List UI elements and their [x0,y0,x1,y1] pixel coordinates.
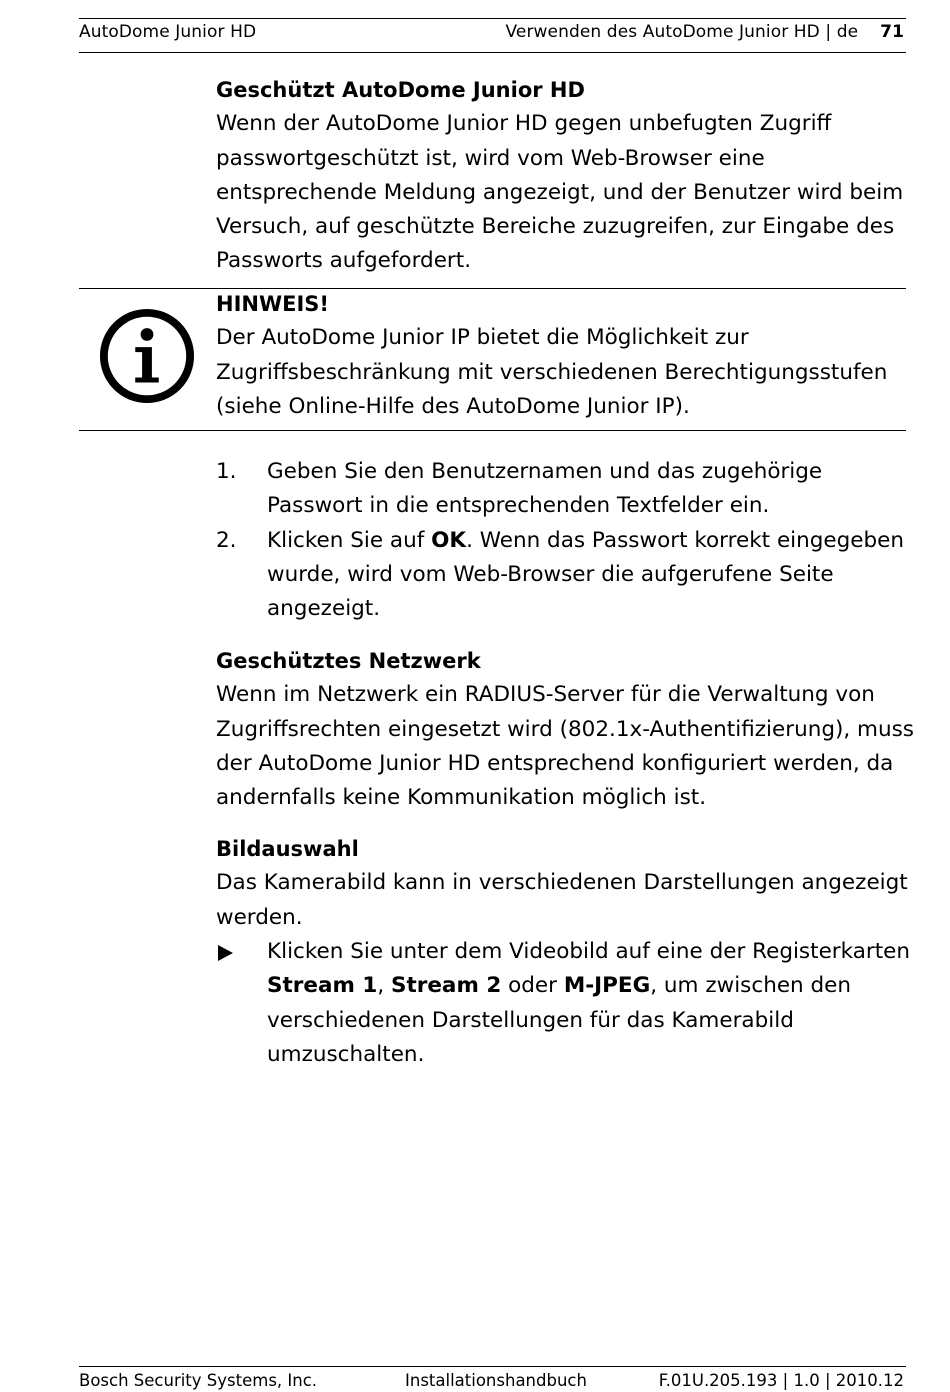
section-image [216,832,916,935]
section-network [216,644,916,815]
section-image-title: Bildauswahl [216,837,359,861]
notice-bottom-rule [79,430,906,431]
stream2-keyword: Stream 2 [390,973,502,999]
step-number: 1. [216,459,237,484]
page-number: 71 [880,22,904,42]
section-network-title: Geschütztes Netzwerk [216,649,481,673]
section-image-body: Das Kamerabild kann in verschiedenen Darstellungen angezeigt werden. [216,870,908,930]
step-number: 2. [216,527,237,553]
header-chapter [505,21,904,43]
header-bottom-rule [79,52,906,53]
footer-rule [79,1366,906,1367]
action-text-part: Klicken Sie unter dem Videobild auf eine der Registerkarten [267,939,911,964]
stream1-keyword: Stream 1 [267,973,378,999]
section-network-body: Wenn im Netzwerk ein RADIUS-Server für die Verwaltung von Zugriffsrechten eingesetzt wird (802.1x-Authentifizierung), muss der AutoDome Junior HD entsprechend konfiguriert werden, da andernfalls keine Kommunikation möglich ist. [216,682,914,811]
section-protected-title: Geschützt AutoDome Junior HD [216,78,585,102]
header-top-rule [79,18,906,19]
list-item [216,935,916,1072]
action-text-part: oder [501,973,564,999]
header-chapter-title: Verwenden des AutoDome Junior HD | de [505,22,859,42]
footer-company: Bosch Security Systems, Inc. [79,1371,318,1390]
step-text: Geben Sie den Benutzernamen und das zugehörige Passwort in die entsprechenden Textfelder ein. [267,459,823,519]
list-item [216,455,916,524]
action-text [267,939,910,1067]
list-item [216,524,916,627]
footer-doc-id: F.01U.205.193 | 1.0 | 2010.12 [658,1371,904,1390]
footer-doc-type: Installationshandbuch [405,1371,587,1390]
step-text [267,528,904,622]
triangle-bullet-icon [218,945,233,961]
section-protected [216,73,916,279]
header-product-name: AutoDome Junior HD [79,22,257,42]
info-icon [98,307,196,405]
section-protected-body: Wenn der AutoDome Junior HD gegen unbefugten Zugriff passwortgeschützt ist, wird vom Web-Browser eine entsprechende Meldung angezeigt, und der Benutzer wird beim Versuch, auf geschützte Bereiche zuzugreifen, zur Eingabe des Passworts aufgefordert. [216,111,904,274]
action-list [216,935,916,1072]
steps-list [216,455,916,626]
action-text-part: , [377,973,391,999]
notice [216,287,916,424]
ok-keyword: OK [431,527,467,553]
step-text-part: . Wenn das Passwort korrekt eingegeben wurde, wird vom Web-Browser die aufgerufene Seite angezeigt. [267,527,905,622]
step-text-part: Klicken Sie auf [267,527,432,553]
mjpeg-keyword: M-JPEG [563,973,651,999]
notice-title: HINWEIS! [216,292,329,316]
action-text-part: , um zwischen den verschiedenen Darstellungen für das Kamerabild umzuschalten. [267,973,852,1067]
notice-body: Der AutoDome Junior IP bietet die Möglichkeit zur Zugriffsbeschränkung mit verschiedenen Berechtigungsstufen (siehe Online-Hilfe des AutoDome Junior IP). [216,325,888,419]
